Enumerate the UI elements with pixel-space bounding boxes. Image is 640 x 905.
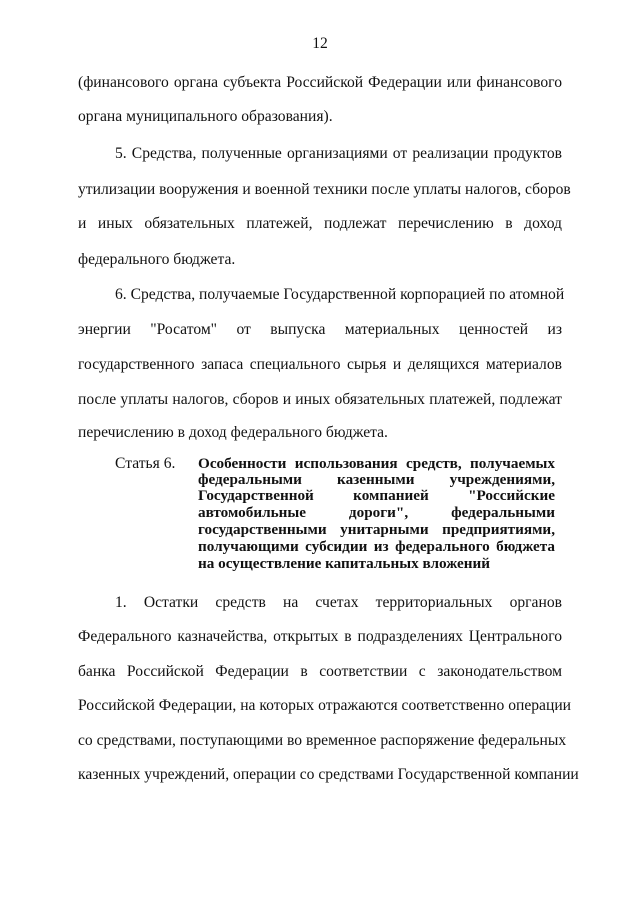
article-title-line: Государственной компанией "Российские xyxy=(198,487,555,504)
paragraph-line: (финансового органа субъекта Российской Федерации или финансового xyxy=(78,74,562,91)
paragraph-line: федерального бюджета. xyxy=(78,251,236,268)
paragraph-line: энергии "Росатом" от выпуска материальных ценностей из xyxy=(78,321,562,338)
paragraph-line: Российской Федерации, на которых отражаются соответственно операции xyxy=(78,697,572,714)
paragraph-line: казенных учреждений, операции со средствами Государственной компании xyxy=(78,766,579,783)
paragraph-line: со средствами, поступающими во временное распоряжение федеральных xyxy=(78,732,567,749)
paragraph-line: и иных обязательных платежей, подлежат перечислению в доход xyxy=(78,215,562,232)
paragraph-line: перечислению в доход федерального бюджета. xyxy=(78,424,388,441)
paragraph-line: утилизации вооружения и военной техники после уплаты налогов, сборов xyxy=(78,181,571,198)
paragraph-line: 1. Остатки средств на счетах территориальных органов xyxy=(115,594,562,611)
article-title-line: государственными унитарными предприятиями, xyxy=(198,521,555,538)
paragraph-line: 6. Средства, получаемые Государственной корпорацией по атомной xyxy=(115,286,565,303)
paragraph-line: государственного запаса специального сырья и делящихся материалов xyxy=(78,356,562,373)
page-number: 12 xyxy=(312,35,328,52)
paragraph-line: банка Российской Федерации в соответствии с законодательством xyxy=(78,663,562,680)
article-title-line: Особенности использования средств, получаемых xyxy=(198,455,555,472)
article-title-line: федеральными казенными учреждениями, xyxy=(198,471,555,488)
article-title-line: получающими субсидии из федерального бюджета xyxy=(198,538,555,555)
paragraph-line: 5. Средства, полученные организациями от реализации продуктов xyxy=(115,145,562,162)
article-label: Статья 6. xyxy=(115,455,176,472)
article-title-line: автомобильные дороги", федеральными xyxy=(198,504,555,521)
paragraph-line: Федерального казначейства, открытых в подразделениях Центрального xyxy=(78,628,562,645)
paragraph-line: органа муниципального образования). xyxy=(78,108,333,125)
paragraph-line: после уплаты налогов, сборов и иных обязательных платежей, подлежат xyxy=(78,391,562,408)
article-title-line: на осуществление капитальных вложений xyxy=(198,555,491,572)
